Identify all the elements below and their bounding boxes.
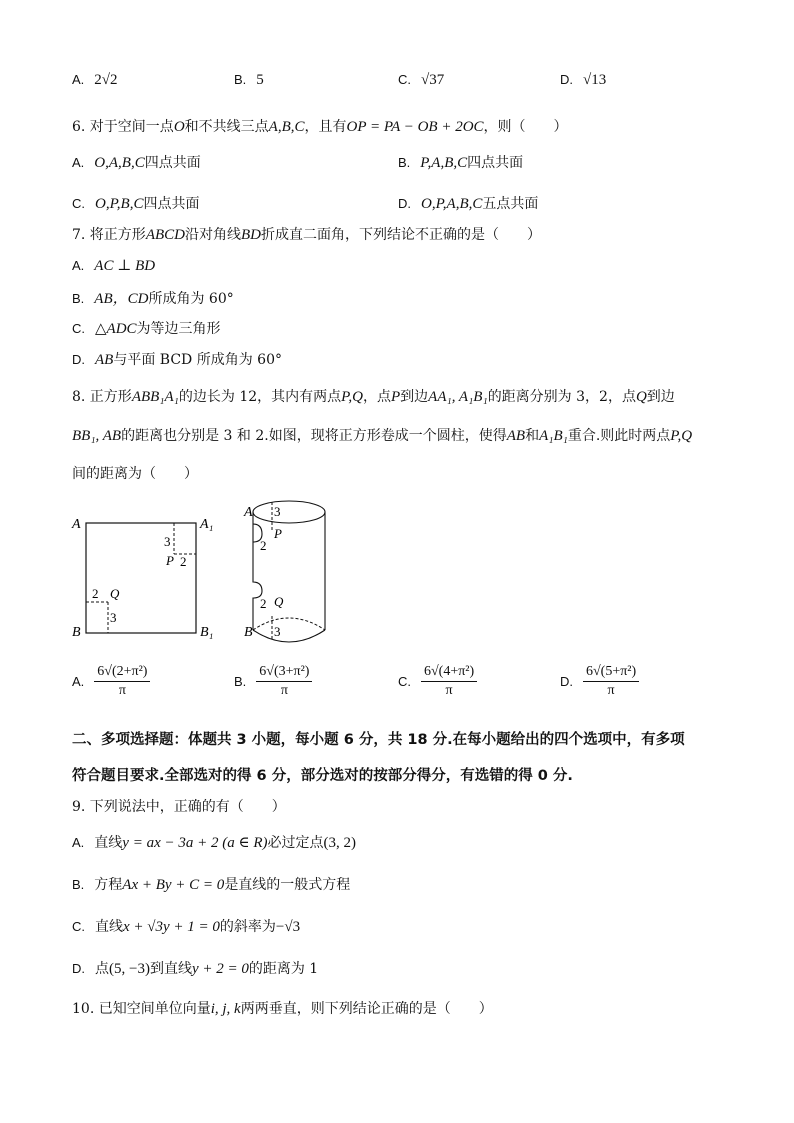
option-label: A. [72, 155, 85, 170]
label-b1: B₁ [200, 625, 214, 640]
option-math: (5, −3) [109, 961, 150, 977]
q6-text: 6. 对于空间一点 [72, 119, 174, 135]
q8-option-d [560, 664, 639, 699]
q5-option-d [560, 72, 606, 89]
option-math: y + 2 = 0 [191, 961, 249, 977]
fraction [421, 664, 477, 699]
dist-3-bottom: 3 [110, 610, 117, 625]
q7-stem [72, 224, 541, 244]
numerator: 6√(3+π²) [256, 664, 312, 682]
label-a1: A₁ [200, 517, 214, 532]
dist-2-bottom: 2 [260, 596, 267, 611]
q8-text: 到边 [400, 389, 429, 405]
q8-math: BB₁, AB [72, 428, 122, 444]
section-heading-line1: 二、多项选择题：体题共 3 小题，每小题 6 分，共 18 分.在每小题给出的四个选项中，有多项 [72, 732, 685, 748]
option-text: 方程 [94, 877, 123, 893]
option-math: x + √3y + 1 = 0 [123, 919, 220, 935]
q8-text: 和 [525, 428, 540, 444]
option-label: C. [72, 196, 85, 211]
q8-text: 的距离分别为 3，2，点 [487, 389, 636, 405]
q10-text: 10. 已知空间单位向量 [72, 1001, 211, 1017]
option-math: O,A,B,C [94, 155, 145, 171]
label-a: A [244, 505, 253, 520]
q7-option-c [72, 318, 221, 338]
dist-3-top: 3 [164, 534, 171, 549]
option-text: 的斜率为 [219, 919, 276, 935]
q8-stem-line1 [72, 386, 675, 406]
label-p: P [274, 526, 282, 541]
numerator: 6√(5+π²) [583, 664, 639, 682]
numerator: 6√(4+π²) [421, 664, 477, 682]
option-math: y = ax − 3a + 2 (a ∈ R) [122, 835, 268, 851]
q8-math: ABB₁A₁ [131, 389, 179, 405]
fraction [94, 664, 150, 699]
q8-text: 的距离也分别是 3 和 2.如图，现将正方形卷成一个圆柱，使得 [121, 428, 507, 444]
q6-math: O [173, 119, 185, 135]
q7-text: 7. 将正方形 [72, 227, 146, 243]
q8-stem-line2 [72, 425, 692, 445]
dist-2-top: 2 [180, 554, 187, 569]
q6-option-d [398, 193, 538, 213]
option-label: D. [560, 72, 573, 87]
q9-option-d [72, 958, 318, 978]
q8-option-b [234, 664, 312, 699]
q8-option-c [398, 664, 477, 699]
q6-option-b [398, 152, 523, 172]
option-value: √13 [583, 72, 607, 88]
option-label: A. [72, 674, 85, 689]
denominator: π [118, 683, 126, 698]
label-q: Q [274, 594, 284, 609]
q8-text: 8. 正方形 [72, 389, 132, 405]
option-text: 四点共面 [144, 155, 201, 171]
fraction [256, 664, 312, 699]
q7-math: ABCD [145, 227, 185, 243]
dist-2-top: 2 [260, 538, 267, 553]
label-a: A [72, 517, 81, 532]
q8-text: 间的距离为（ ） [72, 466, 198, 482]
option-text: 必过定点 [267, 835, 324, 851]
q8-stem-line3 [72, 463, 198, 483]
q8-figure-cylinder [236, 494, 336, 646]
q6-stem [72, 116, 568, 136]
option-text: 四点共面 [143, 196, 200, 212]
option-math: P,A,B,C [420, 155, 468, 171]
q10-math: i, j, k [210, 1001, 241, 1017]
option-text: 是直线的一般式方程 [224, 877, 351, 893]
option-label: B. [234, 674, 247, 689]
option-label: D. [72, 961, 85, 976]
q8-figure-square [66, 508, 226, 648]
q5-option-b [234, 72, 264, 89]
q8-math: A₁B₁ [539, 428, 568, 444]
fraction [583, 664, 639, 699]
label-q: Q [110, 586, 120, 601]
q6-math: A,B,C [268, 119, 305, 135]
option-math: (3, 2) [323, 835, 356, 851]
option-label: B. [398, 155, 411, 170]
option-text: 到直线 [149, 961, 192, 977]
q8-math: P [390, 389, 401, 405]
q8-math: AA₁, A₁B₁ [428, 389, 488, 405]
option-value: √37 [421, 72, 445, 88]
option-math: O,P,B,C [95, 196, 144, 212]
denominator: π [445, 683, 453, 698]
option-text: 五点共面 [482, 196, 539, 212]
option-label: C. [72, 919, 85, 934]
q8-text: 到边 [646, 389, 675, 405]
option-label: D. [72, 352, 85, 367]
q9-stem: 9. 下列说法中，正确的有（ ） [72, 799, 286, 815]
q8-text: 重合.则此时两点 [567, 428, 671, 444]
section-heading-line2: 符合题目要求.全部选对的得 6 分，部分选对的按部分得分，有选错的得 0 分. [72, 768, 573, 784]
q8-math: P,Q [670, 428, 693, 444]
option-math: △ADC [95, 321, 137, 337]
option-math: AB，CD [94, 291, 149, 307]
label-b: B [244, 625, 253, 640]
q7-math: BD [240, 227, 261, 243]
q6-option-c [72, 193, 199, 213]
option-label: D. [398, 196, 411, 211]
q7-option-a [72, 256, 155, 275]
option-text: 所成角为 60° [148, 291, 234, 307]
numerator: 6√(2+π²) [94, 664, 150, 682]
q6-option-a [72, 152, 201, 172]
q9-option-a [72, 832, 356, 852]
q8-math: AB [506, 428, 526, 444]
option-text: 为等边三角形 [136, 321, 221, 337]
option-label: B. [72, 877, 85, 892]
option-math: AB [95, 352, 114, 368]
option-value: 5 [256, 72, 264, 88]
option-label: C. [398, 674, 411, 689]
q8-option-a [72, 664, 150, 699]
q6-text: ，且有 [304, 119, 347, 135]
q8-text: 的边长为 12，其内有两点 [178, 389, 342, 405]
option-label: B. [234, 72, 247, 87]
label-p: P [166, 553, 174, 568]
q9-option-c [72, 916, 300, 936]
option-text: 的距离为 1 [248, 961, 319, 977]
denominator: π [607, 683, 615, 698]
option-math: O,P,A,B,C [421, 196, 483, 212]
option-text: 直线 [95, 919, 123, 935]
option-text: 点 [95, 961, 109, 977]
q8-text: ，点 [362, 389, 391, 405]
q6-vector-equation: OP = PA − OB + 2OC [346, 119, 484, 135]
q7-text: 折成直二面角，下列结论不正确的是（ ） [260, 227, 541, 243]
q8-math: Q [635, 389, 647, 405]
q10-text: 两两垂直，则下列结论正确的是（ ） [240, 1001, 493, 1017]
option-label: B. [72, 291, 85, 306]
option-label: D. [560, 674, 573, 689]
q7-option-d [72, 349, 282, 369]
label-b: B [72, 625, 81, 640]
option-value: 2√2 [94, 72, 118, 88]
option-label: A. [72, 835, 85, 850]
option-math: Ax + By + C = 0 [122, 877, 225, 893]
q7-text: 沿对角线 [184, 227, 241, 243]
q10-stem [72, 998, 493, 1018]
q5-option-a [72, 72, 118, 89]
q7-option-b [72, 287, 234, 308]
option-label: C. [398, 72, 411, 87]
q8-math: P,Q [341, 389, 363, 405]
q9-option-b [72, 874, 350, 894]
dist-3-bottom: 3 [274, 624, 281, 639]
option-math: −√3 [275, 919, 301, 935]
denominator: π [280, 683, 288, 698]
option-text: 直线 [94, 835, 123, 851]
option-math: AC ⊥ BD [94, 258, 156, 274]
option-label: C. [72, 321, 85, 336]
option-text: 与平面 BCD 所成角为 60° [113, 352, 282, 368]
dist-2-bottom: 2 [92, 586, 99, 601]
option-label: A. [72, 72, 85, 87]
q6-text: 和不共线三点 [184, 119, 269, 135]
dist-3-top: 3 [274, 504, 281, 519]
option-label: A. [72, 258, 85, 273]
q6-text: ，则（ ） [483, 119, 568, 135]
option-text: 四点共面 [467, 155, 524, 171]
q5-option-c [398, 72, 444, 89]
